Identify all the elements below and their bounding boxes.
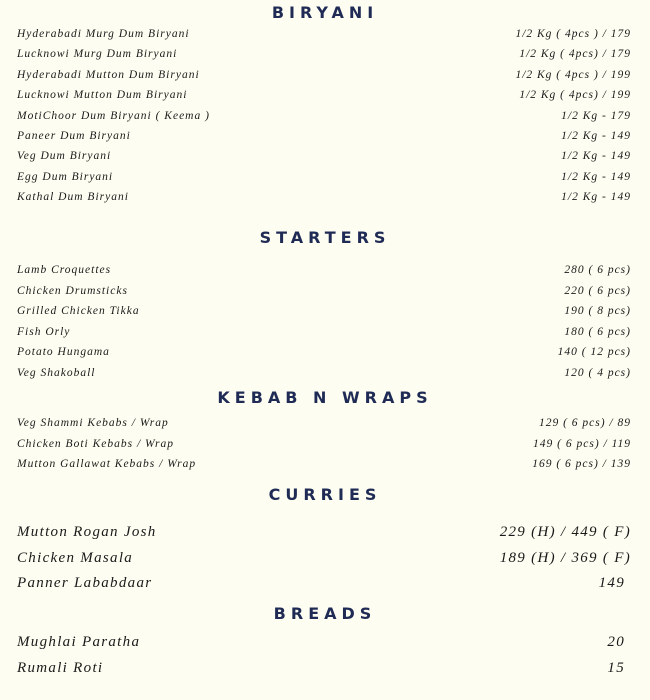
menu-item xyxy=(17,346,631,364)
menu-item xyxy=(17,660,631,678)
item-price: 190 ( 8 pcs) xyxy=(564,305,631,317)
item-price: 140 ( 12 pcs) xyxy=(557,346,631,358)
section-heading: BREADS xyxy=(273,604,377,623)
menu-item xyxy=(17,524,631,542)
menu-item xyxy=(17,191,631,209)
menu-item xyxy=(17,550,631,568)
item-price: 189 (H) / 369 ( F) xyxy=(499,549,631,566)
menu-item xyxy=(17,48,631,66)
menu-item xyxy=(17,326,631,344)
menu-item xyxy=(17,130,631,148)
item-name: Hyderabadi Murg Dum Biryani xyxy=(17,28,190,40)
section-heading: STARTERS xyxy=(259,228,391,247)
item-name: Paneer Dum Biryani xyxy=(17,130,131,142)
menu-item xyxy=(17,28,631,46)
item-price: 169 ( 6 pcs) / 139 xyxy=(532,458,631,470)
section-heading: KEBAB N WRAPS xyxy=(217,388,433,407)
item-price: 180 ( 6 pcs) xyxy=(564,325,631,338)
item-price: 1/2 Kg - 179 xyxy=(561,109,631,122)
item-name: Fish Orly xyxy=(17,325,71,338)
item-price: 229 (H) / 449 ( F) xyxy=(499,524,631,540)
menu-item xyxy=(17,89,631,107)
item-price: 1/2 Kg ( 4pcs) / 179 xyxy=(519,48,631,61)
menu-item xyxy=(17,634,631,652)
item-name: Lucknowi Mutton Dum Biryani xyxy=(17,89,188,102)
item-name: Lucknowi Murg Dum Biryani xyxy=(17,48,178,61)
section-heading: BIRYANI xyxy=(271,3,379,22)
item-price: 1/2 Kg - 149 xyxy=(561,170,631,183)
item-price: 1/2 Kg - 149 xyxy=(561,130,631,142)
item-price: 20 xyxy=(607,634,625,650)
menu-item xyxy=(17,69,631,87)
item-price: 149 ( 6 pcs) / 119 xyxy=(533,437,631,450)
menu-item xyxy=(17,438,631,456)
menu-item xyxy=(17,305,631,323)
item-name: Grilled Chicken Tikka xyxy=(17,305,140,317)
item-price: 1/2 Kg - 149 xyxy=(561,191,631,204)
item-name: MotiChoor Dum Biryani ( Keema ) xyxy=(17,109,210,122)
item-price: 1/2 Kg ( 4pcs ) / 199 xyxy=(515,68,631,81)
section-heading: CURRIES xyxy=(268,485,382,504)
item-price: 1/2 Kg - 149 xyxy=(561,150,631,163)
item-name: Rumali Roti xyxy=(17,659,104,676)
item-name: Kathal Dum Biryani xyxy=(17,191,129,204)
item-price: 149 xyxy=(598,575,625,591)
item-name: Chicken Boti Kebabs / Wrap xyxy=(17,437,174,450)
menu-item xyxy=(17,458,631,476)
menu-item xyxy=(17,367,631,385)
item-price: 15 xyxy=(607,659,625,676)
item-name: Mutton Rogan Josh xyxy=(17,524,157,540)
item-price: 1/2 Kg ( 4pcs) / 199 xyxy=(519,89,631,102)
item-name: Potato Hungama xyxy=(17,346,110,358)
item-price: 129 ( 6 pcs) / 89 xyxy=(538,417,631,429)
item-name: Mutton Gallawat Kebabs / Wrap xyxy=(17,458,197,470)
menu-item xyxy=(17,171,631,189)
item-name: Chicken Drumsticks xyxy=(17,284,128,297)
menu-item xyxy=(17,285,631,303)
menu-item xyxy=(17,150,631,168)
item-name: Veg Shakoball xyxy=(17,366,96,379)
item-name: Lamb Croquettes xyxy=(17,264,112,276)
item-price: 120 ( 4 pcs) xyxy=(564,366,631,379)
menu-item xyxy=(17,110,631,128)
item-price: 220 ( 6 pcs) xyxy=(564,284,631,297)
menu-item xyxy=(17,417,631,435)
item-name: Veg Shammi Kebabs / Wrap xyxy=(17,417,169,429)
item-name: Panner Lababdaar xyxy=(17,575,153,591)
item-name: Hyderabadi Mutton Dum Biryani xyxy=(17,68,200,81)
item-name: Mughlai Paratha xyxy=(17,634,141,650)
menu-item xyxy=(17,264,631,282)
item-price: 280 ( 6 pcs) xyxy=(564,264,631,276)
item-name: Veg Dum Biryani xyxy=(17,150,112,163)
item-price: 1/2 Kg ( 4pcs ) / 179 xyxy=(515,28,631,40)
menu-item xyxy=(17,575,631,593)
item-name: Chicken Masala xyxy=(17,549,134,566)
item-name: Egg Dum Biryani xyxy=(17,170,114,183)
